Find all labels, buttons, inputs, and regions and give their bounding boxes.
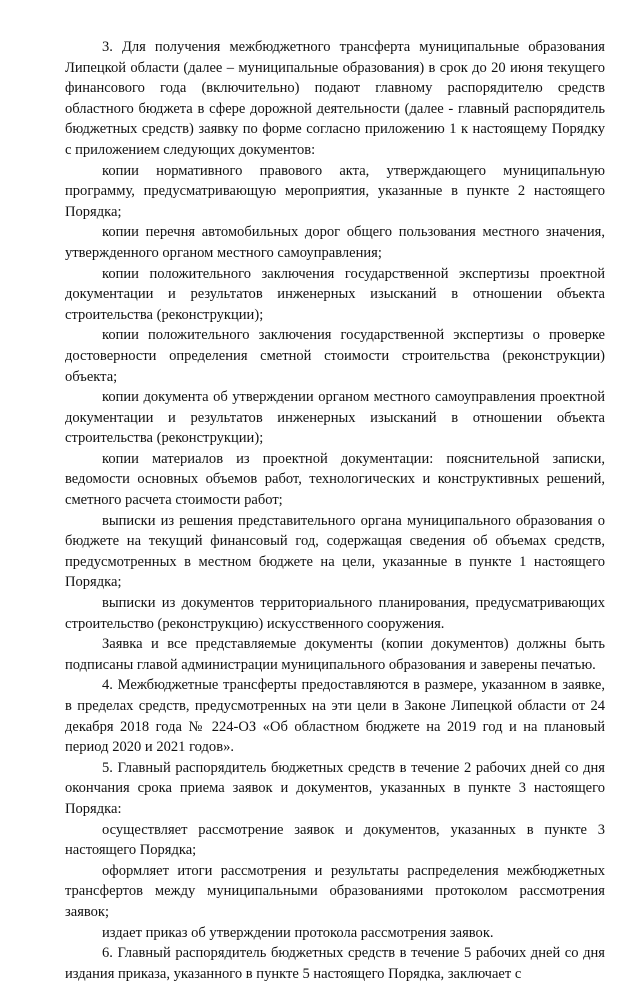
paragraph-list-item: копии материалов из проектной документации: пояснительной записки, ведомости основных объемов работ, технологических и конструктивных решений, сметного расчета стоимости работ; <box>65 450 605 509</box>
paragraph-list-item: выписки из документов территориального планирования, предусматривающих строительство (реконструкцию) искусственного сооружения. <box>65 595 605 632</box>
paragraph-list-item: осуществляет рассмотрение заявок и документов, указанных в пункте 3 настоящего Порядка; <box>65 821 605 859</box>
paragraph-list-item: выписки из решения представительного органа муниципального образования о бюджете на текущий финансовый год, содержащая сведения об объемах средств, предусмотренных в местном бюджете на цели, указанные в пункте 1 настоящего Порядка; <box>65 512 605 591</box>
paragraph-list-item: издает приказ об утверждении протокола рассмотрения заявок. <box>102 924 494 941</box>
paragraph-item-4: 4. Межбюджетные трансферты предоставляются в размере, указанном в заявке, в пределах средств, предусмотренных на эти цели в Законе Липецкой области от 24 декабря 2018 года № 224-ОЗ «Об областном бюджете на 2019 год и на плановый период 2020 и 2021 годов». <box>65 677 605 756</box>
paragraph-item-3-intro: 3. Для получения межбюджетного трансферта муниципальные образования Липецкой области (далее – муниципальные образования) в срок до 20 июня текущего финансового года (включительно) подают главному распорядителю средств областного бюджета в сфере дорожной деятельности (далее - главный распорядитель бюджетных средств) заявку по форме согласно приложению 1 к настоящему Порядку с приложением следующих документов: <box>65 39 605 158</box>
paragraph-list-item: копии положительного заключения государственной экспертизы о проверке достоверности определения сметной стоимости строительства (реконструкции) объекта; <box>65 327 605 385</box>
paragraph-list-item: копии перечня автомобильных дорог общего пользования местного значения, утвержденного органом местного самоуправления; <box>65 224 605 261</box>
paragraph-list-item: оформляет итоги рассмотрения и результаты распределения межбюджетных трансфертов между муниципальными образованиями протоколом рассмотрения заявок; <box>65 862 605 920</box>
paragraph-signature-requirement: Заявка и все представляемые документы (копии документов) должны быть подписаны главой администрации муниципального образования и заверены печатью. <box>65 636 605 673</box>
paragraph-item-6: 6. Главный распорядитель бюджетных средств в течение 5 рабочих дней со дня издания приказа, указанного в пункте 5 настоящего Порядка, заключает с <box>65 945 605 982</box>
paragraph-list-item: копии нормативного правового акта, утверждающего муниципальную программу, предусматривающую мероприятия, указанные в пункте 2 настоящего Порядка; <box>65 162 605 220</box>
paragraph-list-item: копии положительного заключения государственной экспертизы проектной документации и результатов инженерных изысканий в отношении объекта строительства (реконструкции); <box>65 265 605 323</box>
paragraph-list-item: копии документа об утверждении органом местного самоуправления проектной документации и результатов инженерных изысканий в отношении объекта строительства (реконструкции); <box>65 389 605 447</box>
paragraph-item-5-intro: 5. Главный распорядитель бюджетных средств в течение 2 рабочих дней со дня окончания срока приема заявок и документов, указанных в пункте 3 настоящего Порядка: <box>65 759 605 817</box>
